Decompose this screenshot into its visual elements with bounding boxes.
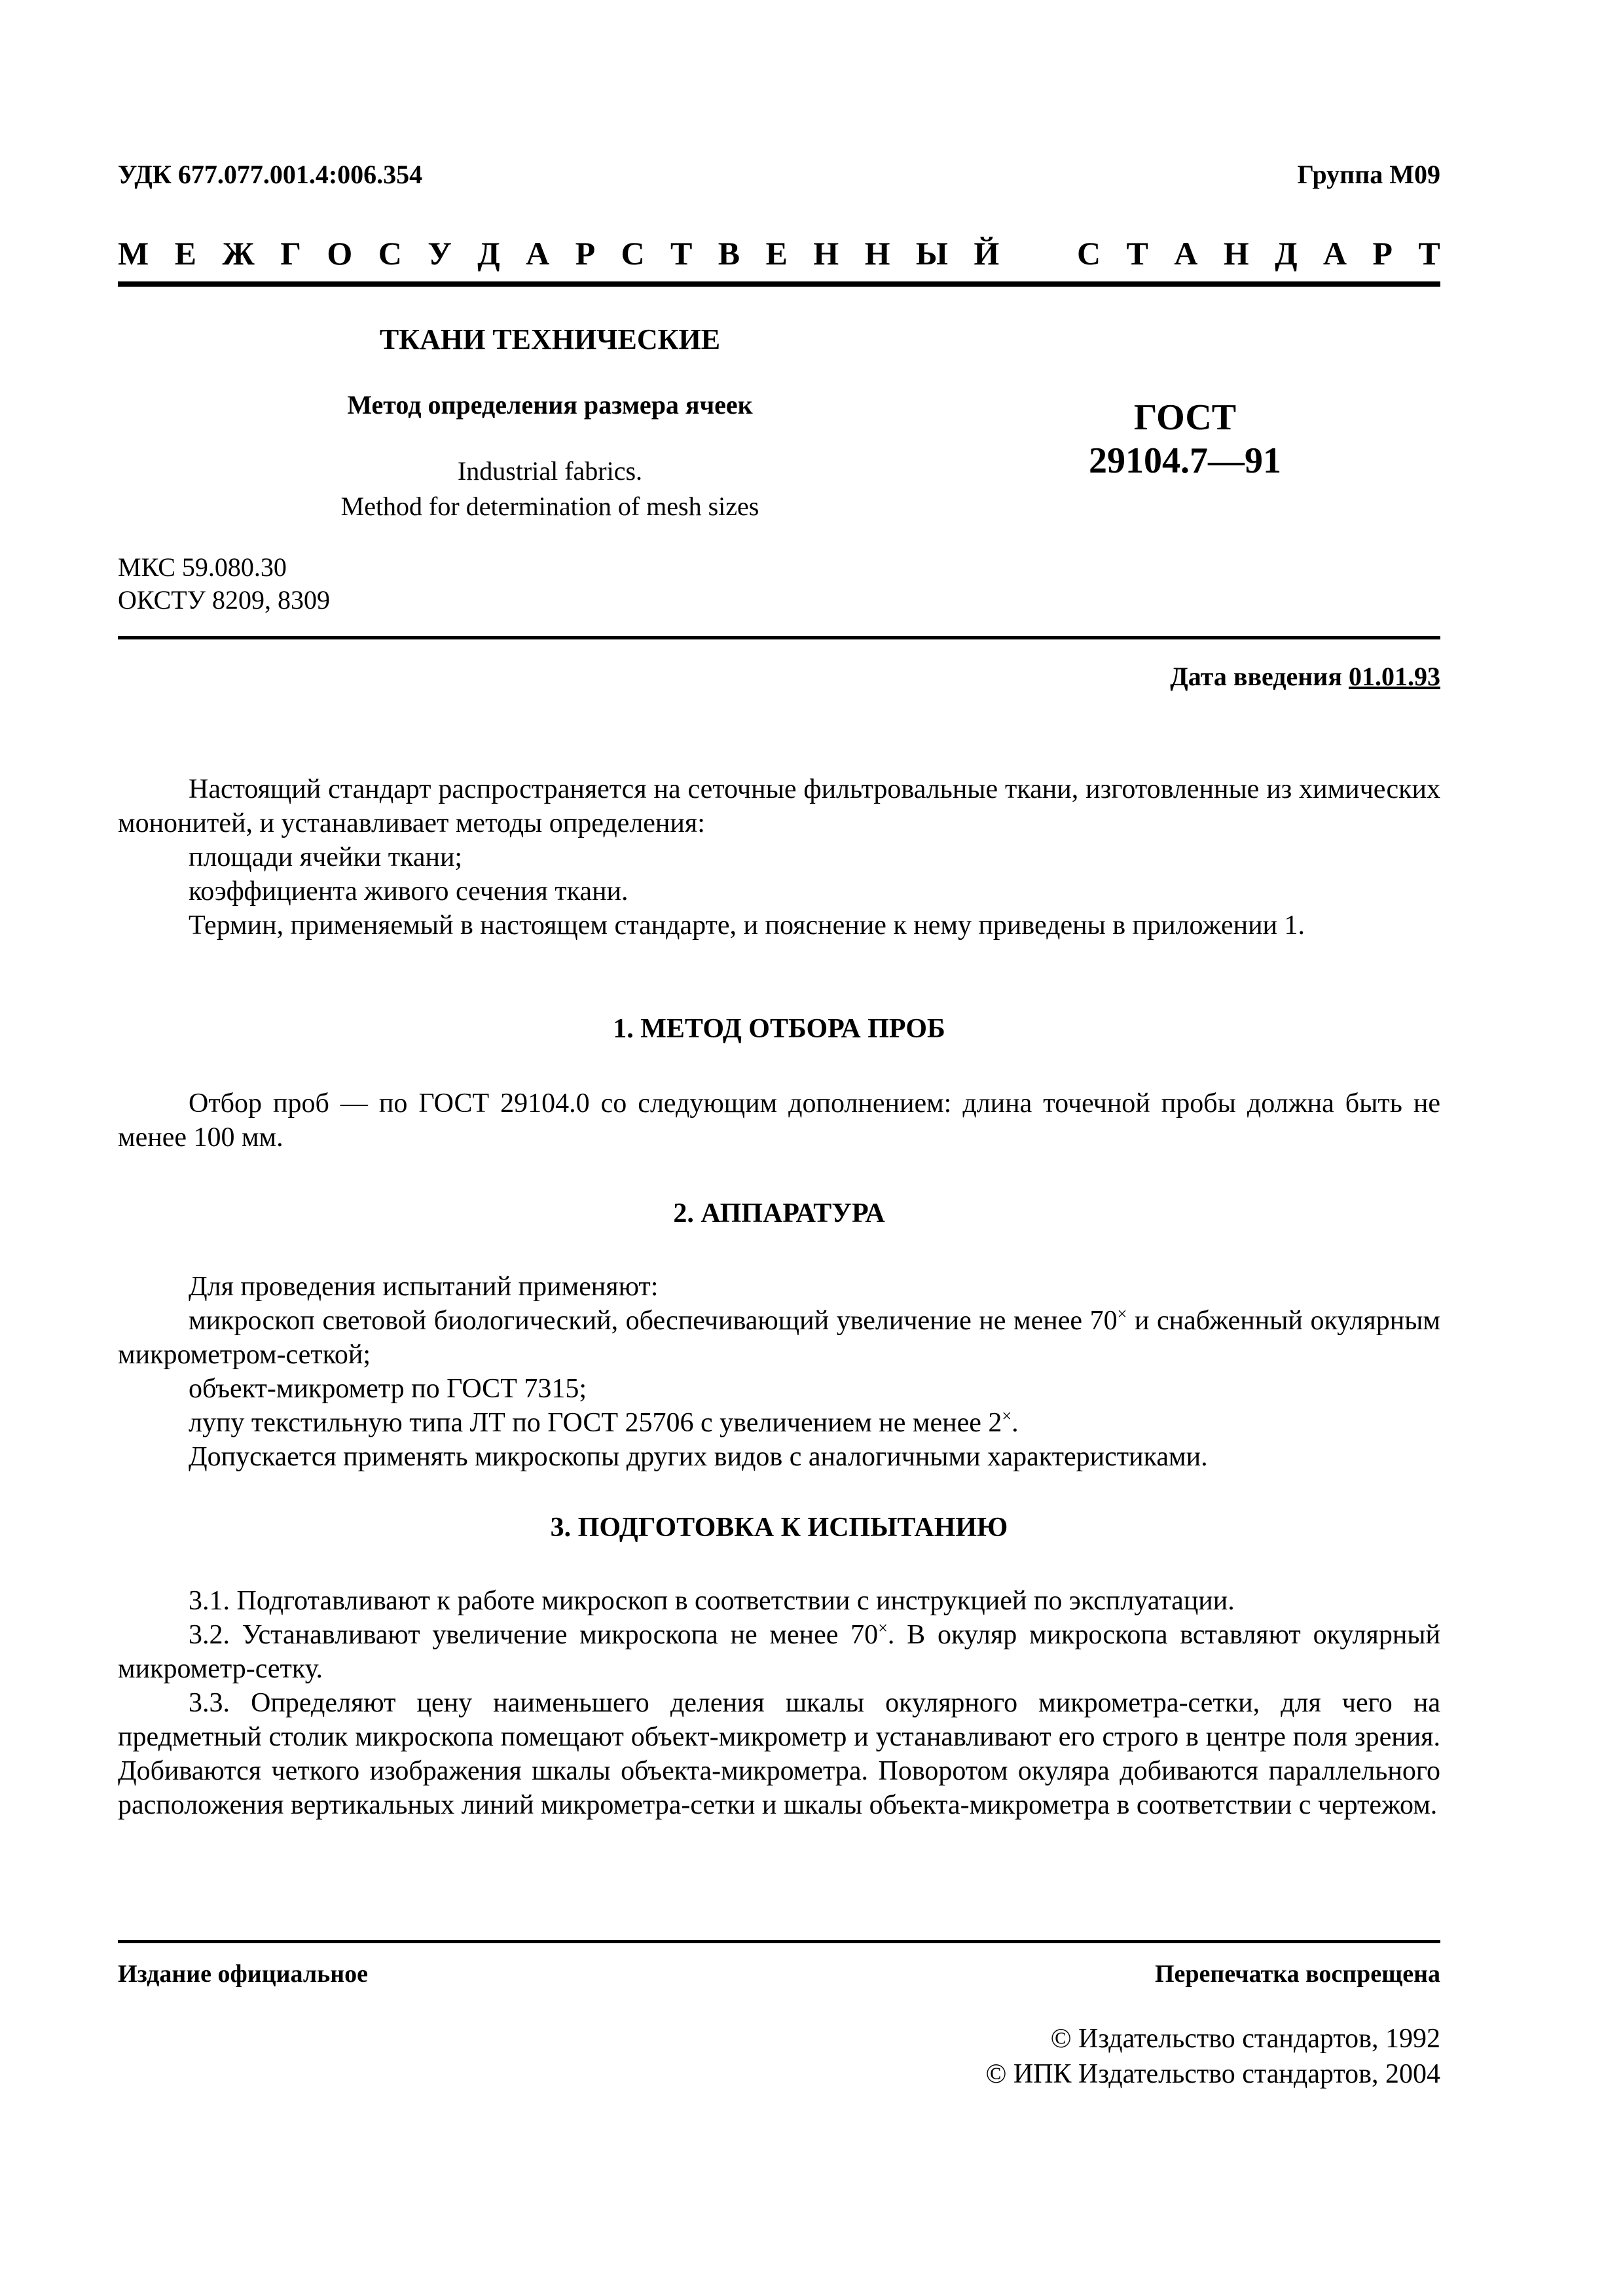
date-value: 01.01.93 (1349, 662, 1440, 691)
footer-rule (118, 1940, 1440, 1943)
banner-letter: Т (670, 235, 693, 272)
section-1-paragraph: Отбор проб — по ГОСТ 29104.0 со следующим дополнением: длина точечной пробы должна быть не менее 100 мм. (118, 1088, 1440, 1153)
document-title: ТКАНИ ТЕХНИЧЕСКИЕ (379, 323, 721, 355)
banner-letter: Т (1126, 235, 1148, 272)
magnification-mark: × (1002, 1407, 1012, 1426)
section-3-paragraph: 3.1. Подготавливают к работе микроскоп в соответствии с инструкцией по эксплуатации. (189, 1586, 1235, 1616)
copyright-block (985, 2021, 1440, 2092)
banner-letter: Н (1223, 235, 1249, 272)
english-title (118, 454, 982, 524)
section-2-paragraph: Допускается применять микроскопы других видов с аналогичными характеристиками. (189, 1442, 1208, 1472)
section-2-heading: 2. АППАРАТУРА (673, 1198, 885, 1229)
magnification-mark: × (1117, 1304, 1127, 1323)
english-title-line: Industrial fabrics. (457, 456, 643, 486)
english-title-line: Method for determination of mesh sizes (340, 492, 759, 521)
gost-label: ГОСТ (1133, 397, 1237, 438)
banner-letter: Е (174, 235, 196, 272)
banner-letter: Т (1418, 235, 1440, 272)
banner-letter: Р (1372, 235, 1393, 272)
banner-letter: Й (974, 235, 1000, 272)
section-2-paragraph: объект-микрометр по ГОСТ 7315; (189, 1374, 587, 1404)
banner-letter: Н (813, 235, 839, 272)
text-run: . (1012, 1408, 1019, 1438)
intro-list-item: коэффициента живого сечения ткани. (189, 876, 629, 906)
banner-letter: А (1174, 235, 1198, 272)
reprint-prohibited-label: Перепечатка воспрещена (1154, 1960, 1440, 1988)
copyright-line: © ИПК Издательство стандартов, 2004 (985, 2059, 1440, 2089)
intro-paragraph: Термин, применяемый в настоящем стандарте, и пояснение к нему приведены в приложении 1. (189, 910, 1305, 941)
magnification-mark: × (878, 1619, 888, 1638)
section-3-heading: 3. ПОДГОТОВКА К ИСПЫТАНИЮ (550, 1513, 1008, 1543)
banner-letter: Д (477, 235, 500, 272)
gost-designation (1048, 396, 1322, 482)
group-code: Группа М09 (1297, 160, 1440, 189)
intro-paragraph: Настоящий стандарт распространяется на сеточные фильтровальные ткани, изготовленные из химических мононитей, и устанавливает методы определения: (118, 774, 1440, 838)
document-subtitle: Метод определения размера ячеек (347, 390, 753, 420)
banner-letter: Д (1275, 235, 1298, 272)
section-3-paragraph (118, 1618, 1440, 1686)
banner-letter: С (621, 235, 645, 272)
text-run: . В окуляр микроскопа вставляют окулярный микрометр-сетку. (118, 1620, 1440, 1684)
text-run: и снабженный окулярным микрометром-сеткой; (118, 1306, 1440, 1370)
section-1-body (118, 1086, 1440, 1155)
section-2-body (118, 1270, 1440, 1474)
header-bottom-rule (118, 636, 1440, 639)
banner-letter: С (378, 235, 402, 272)
banner-letter: В (718, 235, 740, 272)
banner-letter: Е (765, 235, 788, 272)
banner-letter: О (327, 235, 353, 272)
section-3-paragraph: 3.3. Определяют цену наименьшего деления шкалы окулярного микрометра-сетки, для чего на предметный столик микроскопа помещают объект-микрометр и устанавливают его строго в центре поля зрения. Добиваются четкого изображения шкалы объекта-микрометра. Поворотом окуляра добиваются параллельного расположения вертикальных линий микрометра-сетки и шкалы объекта-микрометра в соответствии с чертежом. (118, 1688, 1440, 1820)
udk-code: УДК 677.077.001.4:006.354 (118, 160, 423, 189)
banner-letter: Н (864, 235, 890, 272)
section-2-paragraph (118, 1406, 1440, 1440)
text-run: микроскоп световой биологический, обеспечивающий увеличение не менее 70 (189, 1306, 1118, 1336)
section-3-body (118, 1584, 1440, 1822)
official-edition-label: Издание официальное (118, 1960, 369, 1988)
gost-number: 29104.7—91 (1089, 440, 1281, 481)
text-run: 3.2. Устанавливают увеличение микроскопа не менее 70 (189, 1620, 879, 1650)
classification-codes (118, 551, 330, 617)
banner-letter: С (1077, 235, 1101, 272)
mks-code: МКС 59.080.30 (118, 552, 287, 582)
intro-list-item: площади ячейки ткани; (189, 842, 463, 872)
banner-letter: Ж (222, 235, 255, 272)
banner-letter: А (1322, 235, 1347, 272)
banner-letter: А (526, 235, 550, 272)
section-2-paragraph: Для проведения испытаний применяют: (189, 1272, 659, 1302)
section-2-paragraph (118, 1304, 1440, 1372)
banner-letter: Ы (915, 235, 948, 272)
standard-banner (118, 234, 1440, 272)
date-label: Дата введения (1170, 662, 1349, 691)
intro-section (118, 772, 1440, 942)
okstu-code: ОКСТУ 8209, 8309 (118, 585, 331, 615)
text-run: лупу текстильную типа ЛТ по ГОСТ 25706 с увеличением не менее 2 (189, 1408, 1002, 1438)
banner-letter: Г (280, 235, 301, 272)
section-1-heading: 1. МЕТОД ОТБОРА ПРОБ (613, 1014, 945, 1044)
banner-letter: Р (575, 235, 596, 272)
copyright-line: © Издательство стандартов, 1992 (1050, 2024, 1440, 2054)
banner-rule (118, 281, 1440, 287)
banner-letter: У (428, 235, 452, 272)
banner-letter: М (118, 235, 149, 272)
introduction-date (1170, 661, 1440, 692)
